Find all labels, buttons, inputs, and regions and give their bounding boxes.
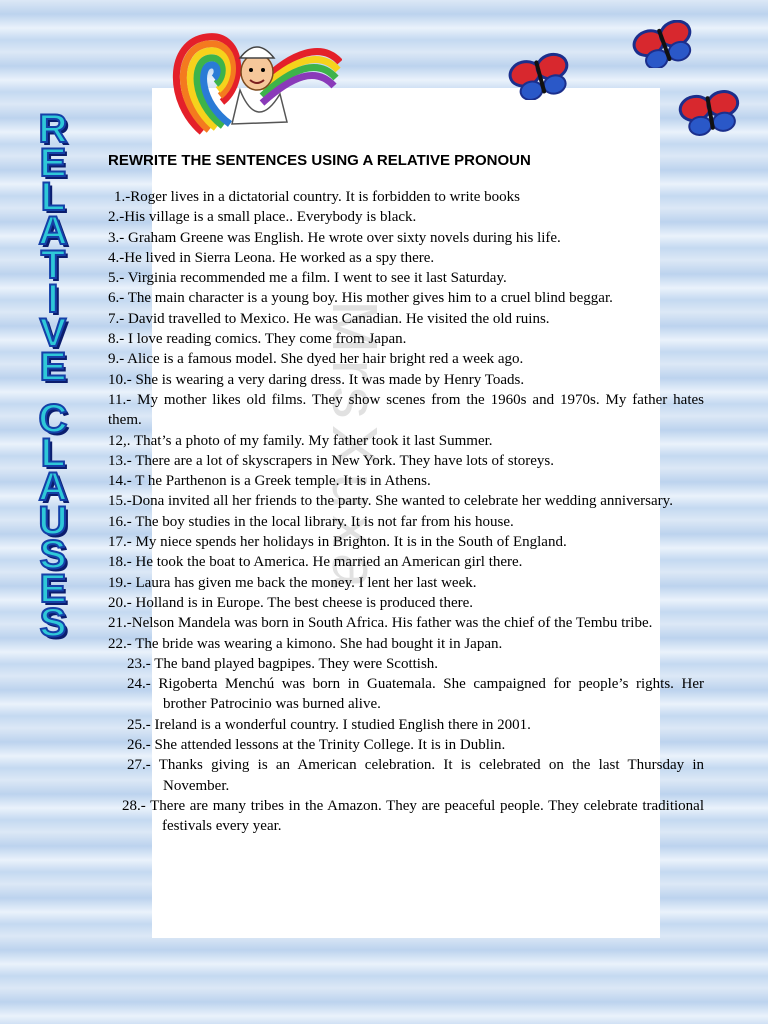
sentence-item: 25.- Ireland is a wonderful country. I studied English there in 2001. — [127, 716, 531, 733]
side-title-letter: R — [38, 107, 68, 151]
side-title-word — [38, 397, 68, 645]
side-title-letter: I — [47, 277, 59, 321]
sentence-item: 28.- There are many tribes in the Amazon. They are peaceful people. They celebrate traditional festivals every year. — [122, 797, 704, 835]
side-title-letter: E — [39, 141, 67, 185]
sentence-item: 8.- I love reading comics. They come from Japan. — [108, 331, 407, 348]
butterfly-icon — [632, 20, 696, 68]
side-title-letter: T — [40, 243, 66, 287]
sentence-item: 23.- The band played bagpipes. They were Scottish. — [127, 655, 439, 672]
side-title-relative-clauses — [16, 107, 90, 832]
sentence-item: 6.- The main character is a young boy. His mother gives him to a cruel blind beggar. — [108, 290, 613, 307]
sentence-item: 24.- Rigoberta Menchú was born in Guatemala. She campaigned for people’s rights. Her brother Patrocinio was burned alive. — [127, 676, 704, 713]
worksheet-heading: REWRITE THE SENTENCES USING A RELATIVE PRONOUN — [108, 152, 531, 169]
side-title-letter: A — [38, 465, 68, 509]
side-title-letter: L — [40, 175, 66, 219]
sentence-item: 13.- There are a lot of skyscrapers in New York. They have lots of storeys. — [108, 452, 555, 469]
sentence-item: 20.- Holland is in Europe. The best cheese is produced there. — [108, 594, 474, 611]
side-title-letter: A — [38, 209, 68, 253]
sentence-item: 27.- Thanks giving is an American celebration. It is celebrated on the last Thursday in November. — [127, 757, 704, 794]
sentence-item: 9.- Alice is a famous model. She dyed her hair bright red a week ago. — [108, 351, 524, 368]
side-title-letter: U — [38, 499, 68, 543]
side-title-letter: V — [39, 311, 67, 355]
side-title-letter: C — [38, 397, 68, 441]
sentence-item: 12,. That’s a photo of my family. My father took it last Summer. — [108, 432, 493, 449]
sentence-item: 21.-Nelson Mandela was born in South Africa. His father was the chief of the Tembu tribe. — [108, 615, 653, 632]
side-title-letter: E — [39, 567, 67, 611]
sentence-list — [108, 187, 704, 837]
sentence-item: 26.- She attended lessons at the Trinity College. It is in Dublin. — [127, 737, 506, 754]
sentence-item: 15.-Dona invited all her friends to the party. She wanted to celebrate her wedding anniversary. — [108, 493, 673, 510]
sentence-item: 3.- Graham Greene was English. He wrote over sixty novels during his life. — [108, 229, 561, 246]
side-title-word — [38, 107, 68, 389]
side-title-letter: E — [39, 345, 67, 389]
rainbow-man-clipart — [162, 22, 342, 142]
sentence-item: 17.- My niece spends her holidays in Brighton. It is in the South of England. — [108, 534, 567, 551]
sentence-item: 18.- He took the boat to America. He married an American girl there. — [108, 554, 523, 571]
butterfly-icon — [678, 88, 742, 136]
sentence-item: 11.- My mother likes old films. They show scenes from the 1960s and 1970s. My father hates them. — [108, 391, 704, 429]
side-title-letter: S — [39, 533, 67, 577]
sentence-item: 16.- The boy studies in the local library. It is not far from his house. — [108, 513, 514, 530]
sentence-item: 19.- Laura has given me back the money. I lent her last week. — [108, 574, 477, 591]
side-title-letter: S — [39, 601, 67, 645]
sentence-item: 2.-His village is a small place.. Everybody is black. — [108, 209, 417, 226]
sentence-item: 1.-Roger lives in a dictatorial country. It is forbidden to write books — [114, 189, 521, 205]
sentence-item: 7.- David travelled to Mexico. He was Canadian. He visited the old ruins. — [108, 310, 550, 327]
butterfly-icon — [508, 52, 572, 100]
sentence-item: 4.-He lived in Sierra Leona. He worked as a spy there. — [108, 249, 435, 266]
sentence-item: 22.- The bride was wearing a kimono. She had bought it in Japan. — [108, 635, 503, 652]
sentence-item: 5.- Virginia recommended me a film. I went to see it last Saturday. — [108, 270, 507, 287]
sentence-item: 10.- She is wearing a very daring dress. It was made by Henry Toads. — [108, 371, 525, 388]
watermark: MrsXuxa — [319, 300, 391, 595]
side-title-letter: L — [40, 431, 66, 475]
sentence-item: 14.- T he Parthenon is a Greek temple. It is in Athens. — [108, 473, 431, 490]
